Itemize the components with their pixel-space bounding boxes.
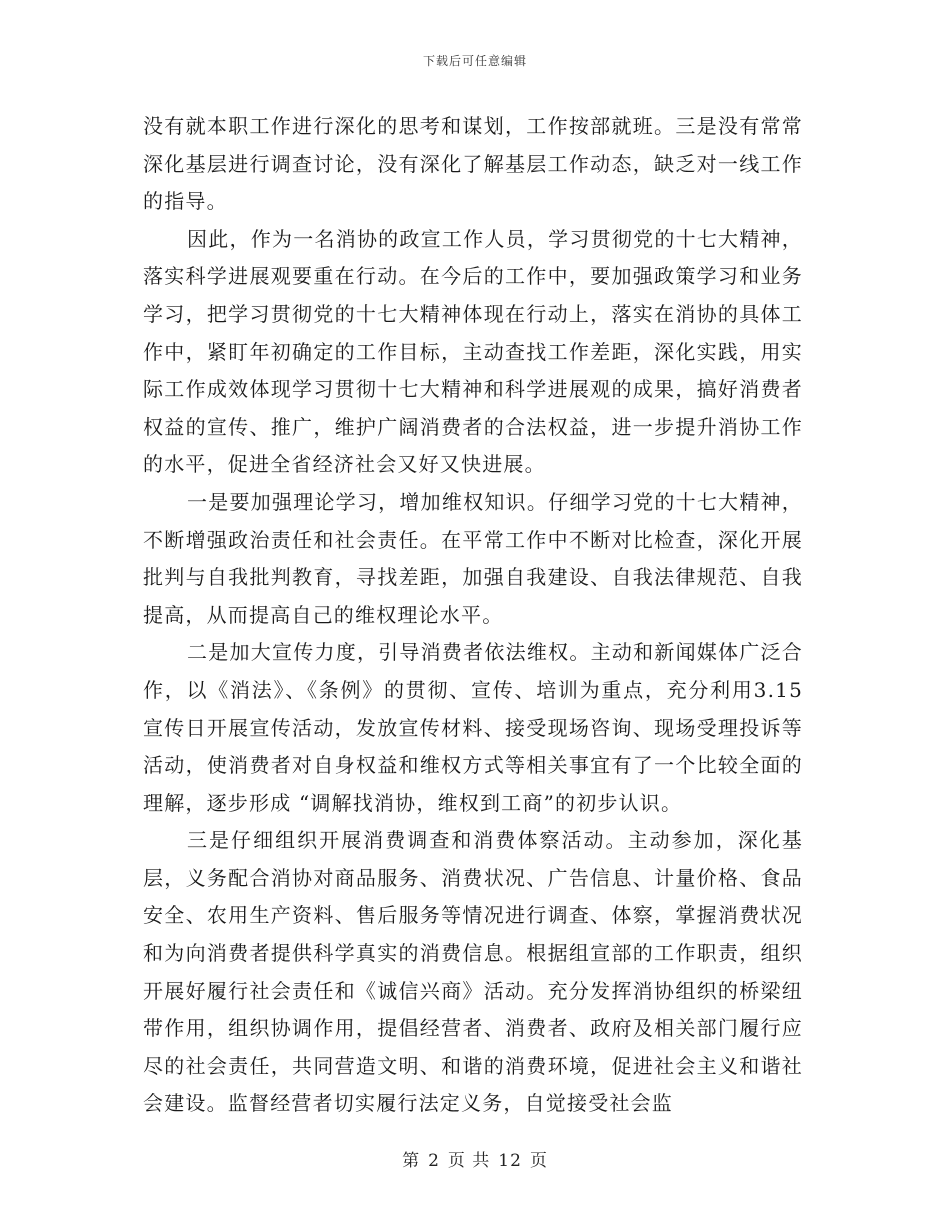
page-label-middle: 页 共	[447, 1151, 491, 1171]
document-body	[143, 108, 803, 1123]
page-current: 2	[428, 1151, 440, 1171]
page-total: 12	[498, 1151, 522, 1171]
paragraph-continuation: 没有就本职工作进行深化的思考和谋划，工作按部就班。三是没有常常深化基层进行调查讨论，没有深化了解基层工作动态，缺乏对一线工作的指导。	[143, 114, 803, 214]
paragraph-point-two: 二是加大宣传力度，引导消费者依法维权。主动和新闻媒体广泛合作，以《消法》、《条例》的贯彻、宣传、培训为重点，充分利用3.15宣传日开展宣传活动，发放宣传材料、接受现场咨询、现场受理投诉等活动，使消费者对自身权益和维权方式等相关事宜有了一个比较全面的理解，逐步形成 “调解找消协，维权到工商”的初步认识。	[143, 640, 803, 815]
paragraph-point-three: 三是仔细组织开展消费调查和消费体察活动。主动参加，深化基层，义务配合消协对商品服务、消费状况、广告信息、计量价格、食品安全、农用生产资料、售后服务等情况进行调查、体察，掌握消费状况和为向消费者提供科学真实的消费信息。根据组宣部的工作职责，组织开展好履行社会责任和《诚信兴商》活动。充分发挥消协组织的桥梁纽带作用，组织协调作用，提倡经营者、消费者、政府及相关部门履行应尽的社会责任，共同营造文明、和谐的消费环境，促进社会主义和谐社会建设。监督经营者切实履行法定义务，自觉接受社会监	[143, 828, 803, 1116]
paragraph-point-one: 一是要加强理论学习，增加维权知识。仔细学习党的十七大精神，不断增强政治责任和社会责任。在平常工作中不断对比检查，深化开展批判与自我批判教育，寻找差距，加强自我建设、自我法律规范、自我提高，从而提高自己的维权理论水平。	[143, 489, 803, 627]
page-number-footer	[0, 1146, 950, 1171]
page-label-prefix: 第	[402, 1151, 421, 1171]
page-label-suffix: 页	[529, 1151, 548, 1171]
page-header-note: 下载后可任意编辑	[422, 54, 527, 68]
paragraph-therefore: 因此，作为一名消协的政宣工作人员，学习贯彻党的十七大精神，落实科学进展观要重在行动。在今后的工作中，要加强政策学习和业务学习，把学习贯彻党的十七大精神体现在行动上，落实在消协的具体工作中，紧盯年初确定的工作目标，主动查找工作差距，深化实践，用实际工作成效体现学习贯彻十七大精神和科学进展观的成果，搞好消费者权益的宣传、推广，维护广阔消费者的合法权益，进一步提升消协工作的水平，促进全省经济社会又好又快进展。	[143, 226, 803, 477]
